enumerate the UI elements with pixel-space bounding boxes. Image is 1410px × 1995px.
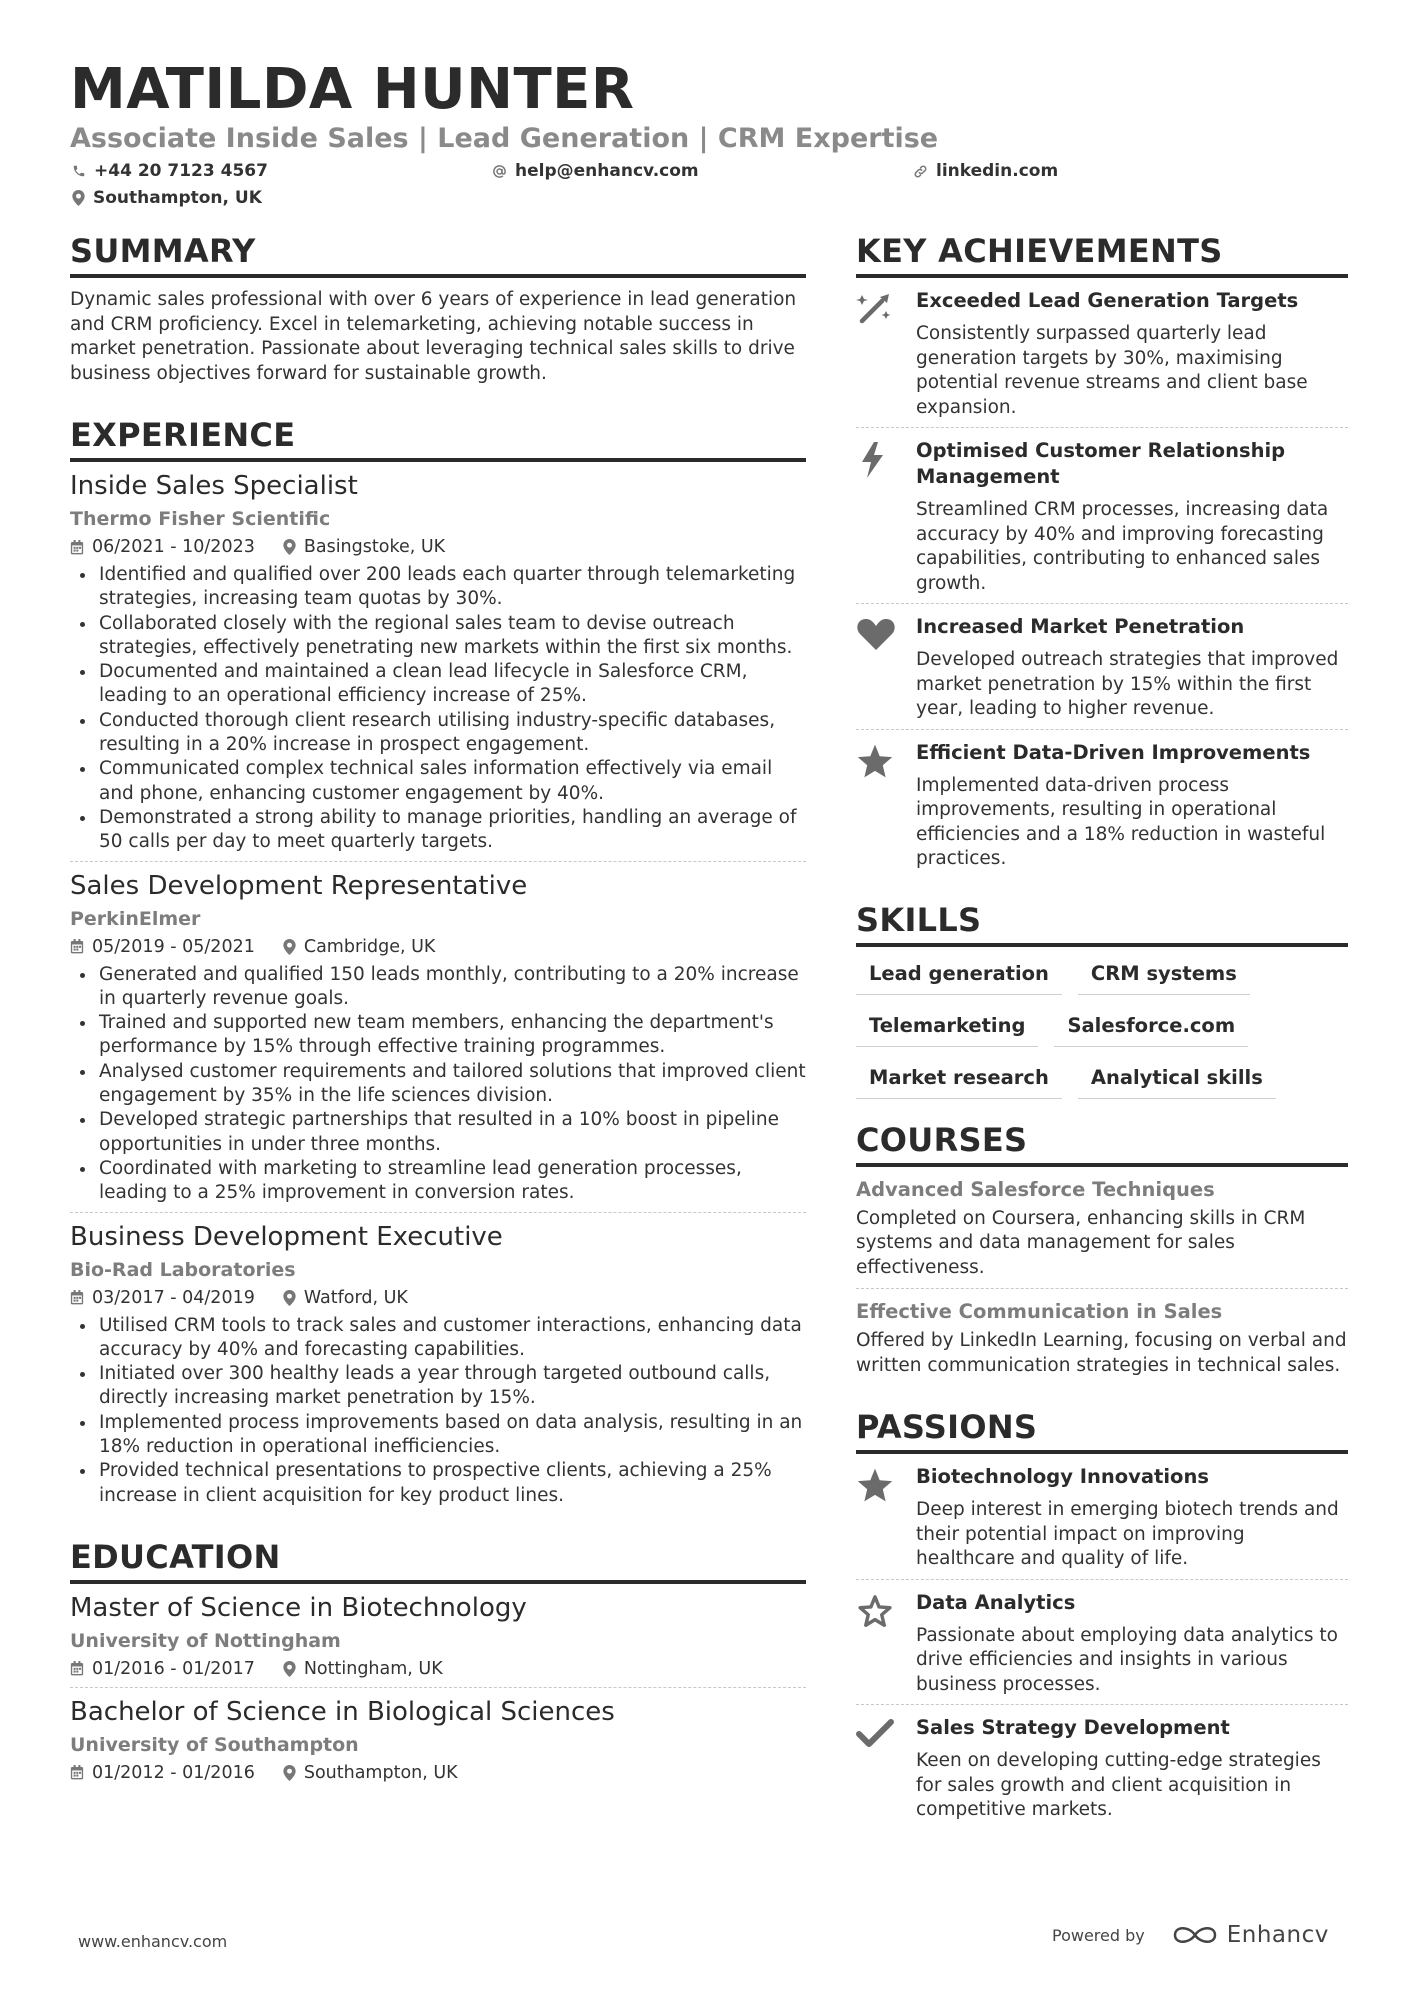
job-bullet: • Implemented process improvements based on data analysis, resulting in an 18% reduction in operational inefficiencies. xyxy=(97,1411,806,1460)
job-bullet: • Identified and qualified over 200 leads each quarter through telemarketing strategies, increasing team quotas by 30%. xyxy=(97,563,806,612)
degree-title: Bachelor of Science in Biological Sciences xyxy=(70,1696,615,1727)
job-bullet: • Conducted thorough client research utilising industry-specific databases, resulting in a 20% increase in prospect engagement. xyxy=(97,709,806,758)
star-outline-icon xyxy=(856,1593,894,1629)
achievement-description: Implemented data-driven process improvements, resulting in operational efficiencies and a 18% reduction in wasteful practices. xyxy=(916,774,1326,869)
degree-title: Master of Science in Biotechnology xyxy=(70,1592,527,1623)
skill-tag: Telemarketing xyxy=(856,1009,1038,1047)
passion-item xyxy=(856,1454,1348,1579)
location-pin-icon xyxy=(283,1661,296,1677)
company-name: PerkinElmer xyxy=(70,907,201,930)
achievement-description: Developed outreach strategies that improved market penetration by 15% within the first year, leading to higher revenue. xyxy=(916,649,1339,719)
email-link[interactable]: help@enhancv.com xyxy=(515,161,699,181)
calendar-icon xyxy=(70,1765,84,1780)
passion-description: Deep interest in emerging biotech trends and their potential impact on improving healthcare and quality of life. xyxy=(916,1499,1339,1569)
job-dates: 05/2019 - 05/2021 xyxy=(92,936,255,957)
candidate-name: MATILDA HUNTER xyxy=(70,57,635,122)
course-title: Effective Communication in Sales xyxy=(856,1300,1223,1323)
summary-text: Dynamic sales professional with over 6 years of experience in lead generation and CRM proficiency. Excel in telemarketing, achieving notable success in market penetration. Passionate about leveraging technical sales skills to drive business objectives forward for sustainable growth. xyxy=(70,289,797,384)
job-bullet: • Coordinated with marketing to streamline lead generation processes, leading to a 25% improvement in conversion rates. xyxy=(97,1157,806,1206)
summary-heading: SUMMARY xyxy=(70,232,806,278)
experience-entry xyxy=(70,1221,806,1508)
calendar-icon xyxy=(70,1290,84,1305)
left-column xyxy=(70,232,806,1785)
job-bullet: • Provided technical presentations to prospective clients, achieving a 25% increase in client acquisition for key product lines. xyxy=(97,1459,806,1508)
job-meta xyxy=(70,935,806,959)
candidate-headline: Associate Inside Sales | Lead Generation | CRM Expertise xyxy=(70,123,939,154)
passion-description: Passionate about employing data analytics to drive efficiencies and insights in various business processes. xyxy=(916,1624,1338,1695)
skill-tag: CRM systems xyxy=(1078,957,1250,995)
enhancv-logo-icon xyxy=(1171,1923,1219,1947)
education-meta xyxy=(70,1761,806,1785)
powered-by-text: Powered by xyxy=(1052,1925,1145,1945)
course-description: Completed on Coursera, enhancing skills in CRM systems and data management for sales effectiveness. xyxy=(856,1207,1306,1278)
education-meta xyxy=(70,1657,806,1681)
experience-entry xyxy=(70,870,806,1213)
company-name: Bio-Rad Laboratories xyxy=(70,1258,296,1281)
contact-email[interactable] xyxy=(492,160,699,182)
contact-phone xyxy=(72,160,268,182)
achievement-item xyxy=(856,278,1348,427)
job-bullet: • Collaborated closely with the regional sales team to devise outreach strategies, effectively penetrating new markets within the first six months. xyxy=(97,612,806,661)
job-bullets xyxy=(70,563,806,855)
course-item xyxy=(856,1299,1348,1378)
linkedin-link[interactable]: linkedin.com xyxy=(936,161,1059,181)
job-bullet: • Demonstrated a strong ability to manage priorities, handling an average of 50 calls per day to meet quarterly targets. xyxy=(97,806,806,855)
experience-heading: EXPERIENCE xyxy=(70,416,806,462)
location-text: Southampton, UK xyxy=(93,188,262,208)
skill-tag: Lead generation xyxy=(856,957,1062,995)
achievement-description: Streamlined CRM processes, increasing data accuracy by 40% and improving forecasting capabilities, contributing to enhanced sales growth. xyxy=(916,499,1329,594)
check-icon xyxy=(856,1718,894,1748)
job-bullet: • Communicated complex technical sales information effectively via email and phone, enhancing customer engagement by 40%. xyxy=(97,757,806,806)
achievement-item xyxy=(856,428,1348,603)
heart-icon xyxy=(856,617,896,651)
job-bullet: • Utilised CRM tools to track sales and customer interactions, enhancing data accuracy by 40% and forecasting capabilities. xyxy=(97,1314,806,1363)
achievement-title: Increased Market Penetration xyxy=(916,615,1245,638)
passion-title: Data Analytics xyxy=(916,1590,1076,1614)
job-meta xyxy=(70,1286,806,1310)
achievement-description: Consistently surpassed quarterly lead generation targets by 30%, maximising potential revenue streams and client base expansion. xyxy=(916,323,1308,418)
footer-branding xyxy=(1052,1922,1329,1948)
skill-tag: Analytical skills xyxy=(1078,1061,1276,1099)
star-icon xyxy=(856,1467,894,1503)
job-meta xyxy=(70,535,806,559)
education-location: Southampton, UK xyxy=(303,1762,458,1783)
passions-heading: PASSIONS xyxy=(856,1408,1348,1454)
skill-tag: Salesforce.com xyxy=(1054,1009,1248,1047)
courses-heading: COURSES xyxy=(856,1121,1348,1167)
job-dates: 06/2021 - 10/2023 xyxy=(92,537,255,557)
calendar-icon xyxy=(70,540,84,555)
job-bullet: • Generated and qualified 150 leads monthly, contributing to a 20% increase in quarterly revenue goals. xyxy=(97,963,806,1012)
job-dates: 03/2017 - 04/2019 xyxy=(92,1287,255,1308)
link-icon xyxy=(913,164,928,179)
job-bullets xyxy=(70,1314,806,1508)
education-dates: 01/2012 - 01/2016 xyxy=(92,1762,255,1783)
achievement-item xyxy=(856,730,1348,879)
phone-text: +44 20 7123 4567 xyxy=(94,161,268,181)
education-location: Nottingham, UK xyxy=(303,1658,443,1679)
job-title: Inside Sales Specialist xyxy=(70,471,358,501)
contact-linkedin[interactable] xyxy=(913,160,1058,182)
passion-description: Keen on developing cutting-edge strategies for sales growth and client acquisition in competitive markets. xyxy=(916,1750,1321,1820)
course-title: Advanced Salesforce Techniques xyxy=(856,1177,1215,1201)
job-bullet: • Trained and supported new team members, enhancing the department's performance by 15% through effective training programmes. xyxy=(97,1011,806,1060)
star-icon xyxy=(856,743,894,779)
bolt-icon xyxy=(856,441,890,479)
achievements-heading: KEY ACHIEVEMENTS xyxy=(856,232,1348,278)
achievement-item xyxy=(856,604,1348,729)
education-entry xyxy=(70,1696,806,1785)
job-bullets xyxy=(70,963,806,1206)
location-pin-icon xyxy=(283,1765,296,1781)
divider xyxy=(856,1288,1348,1289)
location-pin-icon xyxy=(283,539,296,555)
school-name: University of Southampton xyxy=(70,1733,359,1756)
skills-list xyxy=(856,957,1348,1113)
job-bullet: • Analysed customer requirements and tailored solutions that improved client engagement by 35% in the life sciences division. xyxy=(97,1060,806,1109)
education-dates: 01/2016 - 01/2017 xyxy=(92,1658,255,1679)
location-pin-icon xyxy=(283,1290,296,1306)
brand-name: Enhancv xyxy=(1226,1922,1329,1948)
passion-item xyxy=(856,1705,1348,1830)
calendar-icon xyxy=(70,1661,84,1676)
job-location: Cambridge, UK xyxy=(303,936,436,957)
course-description: Offered by LinkedIn Learning, focusing on verbal and written communication strategies in technical sales. xyxy=(856,1330,1347,1376)
job-title: Business Development Executive xyxy=(70,1221,503,1252)
passion-title: Biotechnology Innovations xyxy=(916,1465,1209,1488)
calendar-icon xyxy=(70,939,84,954)
achievement-title: Efficient Data-Driven Improvements xyxy=(916,740,1311,764)
job-bullet: • Developed strategic partnerships that resulted in a 10% boost in pipeline opportunities in under three months. xyxy=(97,1108,806,1157)
phone-icon xyxy=(72,164,86,178)
experience-entry xyxy=(70,470,806,862)
education-entry xyxy=(70,1592,806,1688)
job-bullet: • Initiated over 300 healthy leads a year through targeted outbound calls, directly increasing market penetration by 15%. xyxy=(97,1362,806,1411)
divider xyxy=(70,1687,806,1688)
divider xyxy=(70,1212,806,1213)
achievement-title: Optimised Customer Relationship Management xyxy=(916,439,1286,488)
passion-title: Sales Strategy Development xyxy=(916,1716,1230,1739)
right-column xyxy=(856,232,1348,1830)
contact-location xyxy=(72,187,262,209)
achievement-title: Exceeded Lead Generation Targets xyxy=(916,289,1299,312)
location-pin-icon xyxy=(72,190,85,206)
course-item xyxy=(856,1177,1348,1290)
wand-icon xyxy=(856,291,894,325)
location-pin-icon xyxy=(283,939,296,955)
footer-website[interactable]: www.enhancv.com xyxy=(78,1932,228,1951)
job-location: Watford, UK xyxy=(303,1287,408,1308)
skills-heading: SKILLS xyxy=(856,901,1348,947)
job-bullet: • Documented and maintained a clean lead lifecycle in Salesforce CRM, leading to an operational efficiency increase of 25%. xyxy=(97,660,806,709)
job-title: Sales Development Representative xyxy=(70,870,528,901)
company-name: Thermo Fisher Scientific xyxy=(70,508,331,530)
passion-item xyxy=(856,1580,1348,1705)
divider xyxy=(70,861,806,862)
skill-tag: Market research xyxy=(856,1061,1062,1099)
school-name: University of Nottingham xyxy=(70,1629,341,1652)
education-heading: EDUCATION xyxy=(70,1538,806,1584)
job-location: Basingstoke, UK xyxy=(303,537,446,557)
at-icon xyxy=(492,164,507,179)
